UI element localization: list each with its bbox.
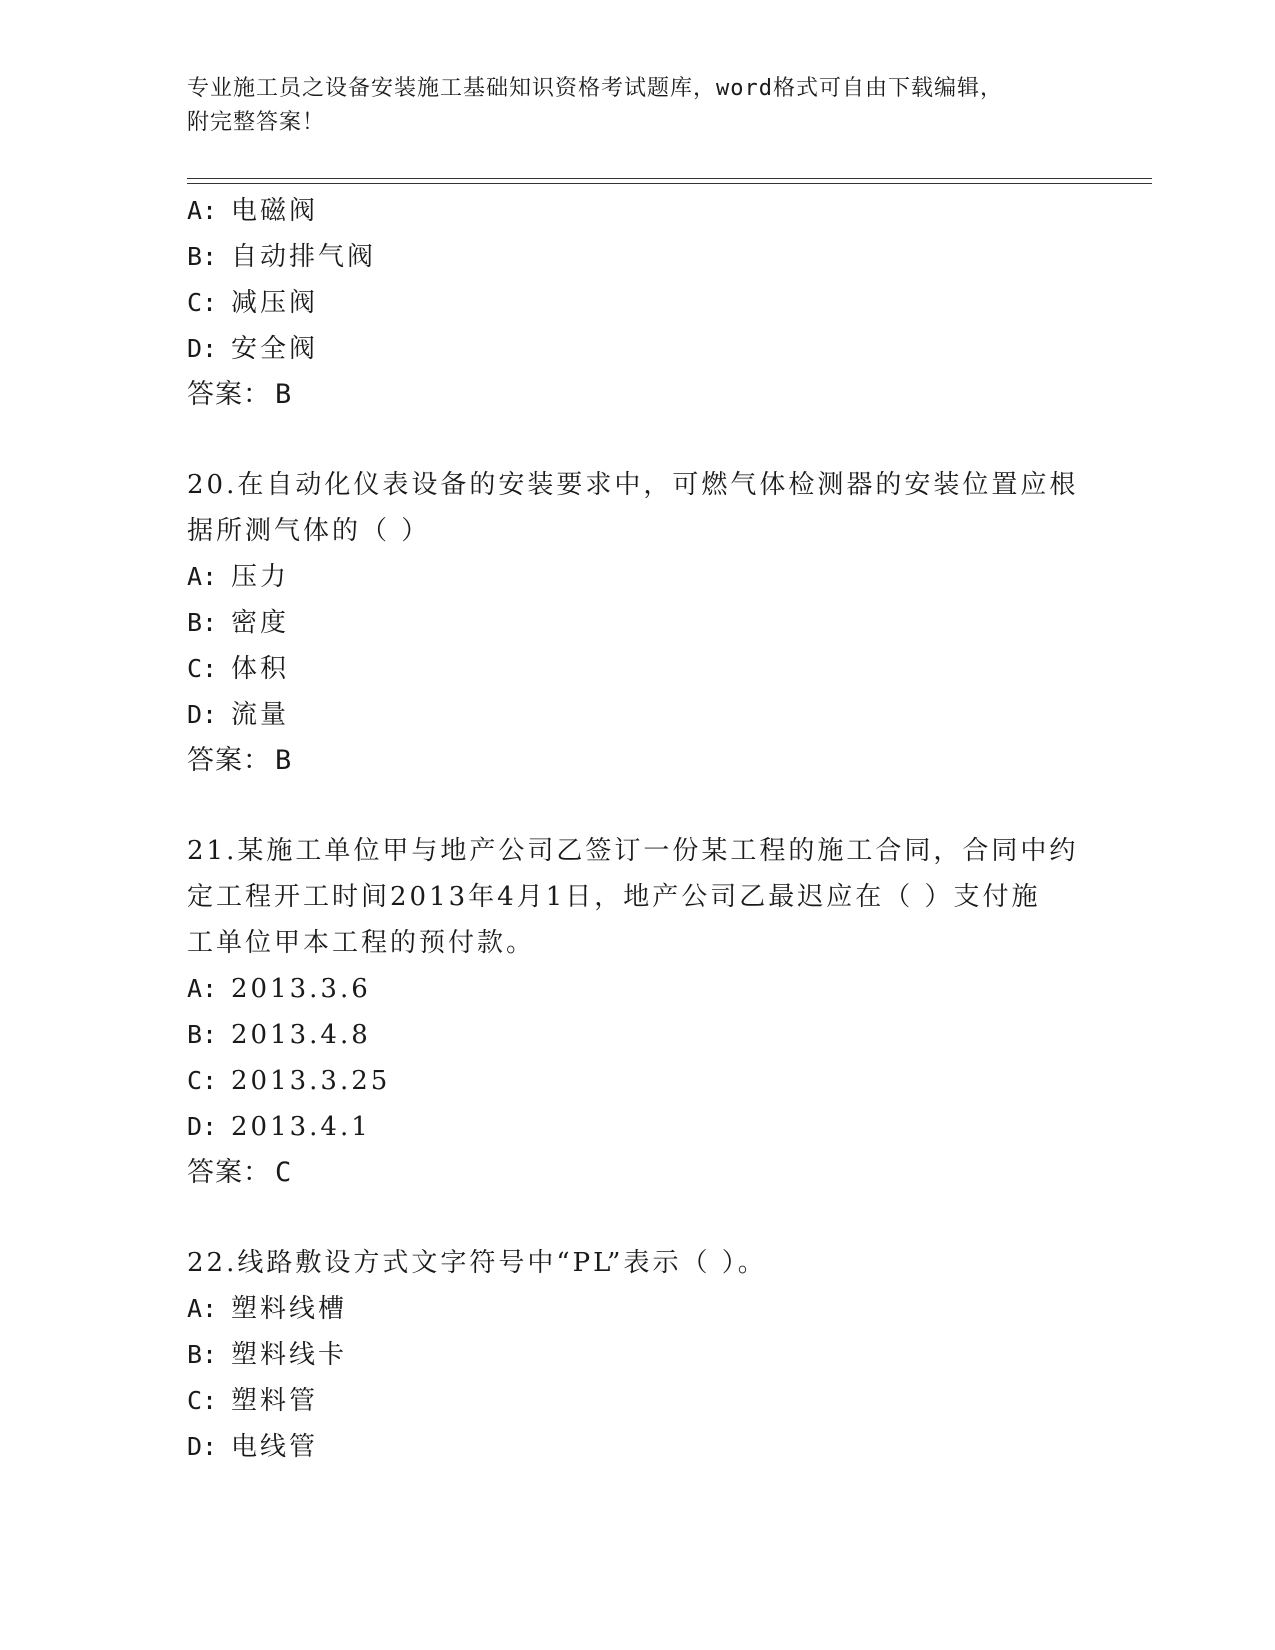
- question-stem-line: 据所测气体的（ ）: [187, 516, 431, 546]
- option-letter: D:: [187, 1112, 218, 1141]
- question-stem-line: 定工程开工时间2013年4月1日，地产公司乙最迟应在（ ）支付施: [187, 882, 1041, 912]
- option-a: [187, 966, 1087, 1012]
- question-stem-line: 21.某施工单位甲与地产公司乙签订一份某工程的施工合同，合同中约: [187, 836, 1079, 866]
- option-b: [187, 1332, 1087, 1378]
- option-letter: C:: [187, 1066, 218, 1095]
- option-a: [187, 554, 1087, 600]
- option-text: 塑料管: [231, 1386, 319, 1416]
- question-19: [187, 188, 1087, 418]
- option-letter: C:: [187, 288, 218, 317]
- answer-value: B: [275, 379, 293, 410]
- option-text: 流量: [231, 700, 290, 730]
- option-text: 2013.4.8: [231, 1020, 371, 1050]
- spacer: [187, 784, 1087, 828]
- option-text: 自动排气阀: [231, 242, 377, 272]
- question-stem-line: 工单位甲本工程的预付款。: [187, 928, 536, 958]
- option-letter: B:: [187, 1340, 218, 1369]
- header-line-1: 专业施工员之设备安装施工基础知识资格考试题库，word格式可自由下载编辑，: [187, 76, 1003, 101]
- option-text: 塑料线槽: [231, 1294, 348, 1324]
- answer-value: B: [275, 745, 293, 776]
- option-text: 塑料线卡: [231, 1340, 348, 1370]
- option-d: [187, 692, 1087, 738]
- option-b: [187, 1012, 1087, 1058]
- answer-value: C: [275, 1157, 293, 1188]
- option-c: [187, 280, 1087, 326]
- option-text: 2013.3.25: [231, 1066, 391, 1096]
- question-list: [187, 188, 1087, 1470]
- option-letter: A:: [187, 1294, 218, 1323]
- option-text: 密度: [231, 608, 290, 638]
- option-letter: B:: [187, 1020, 218, 1049]
- answer-label: 答案：: [187, 1157, 271, 1188]
- option-text: 减压阀: [231, 288, 319, 318]
- option-text: 2013.3.6: [231, 974, 371, 1004]
- question-stem-line: 22.线路敷设方式文字符号中“PL”表示（ ）。: [187, 1248, 767, 1278]
- option-d: [187, 1424, 1087, 1470]
- option-c: [187, 646, 1087, 692]
- option-a: [187, 1286, 1087, 1332]
- option-b: [187, 234, 1087, 280]
- header-divider-bottom: [187, 183, 1152, 184]
- question-20: [187, 462, 1087, 784]
- option-a: [187, 188, 1087, 234]
- option-letter: D:: [187, 700, 218, 729]
- option-c: [187, 1378, 1087, 1424]
- option-letter: D:: [187, 334, 218, 363]
- option-d: [187, 1104, 1087, 1150]
- question-21: [187, 828, 1087, 1196]
- option-text: 压力: [231, 562, 290, 592]
- option-text: 2013.4.1: [231, 1112, 371, 1142]
- option-d: [187, 326, 1087, 372]
- option-letter: B:: [187, 608, 218, 637]
- answer-label: 答案：: [187, 379, 271, 410]
- option-letter: A:: [187, 196, 218, 225]
- option-letter: C:: [187, 1386, 218, 1415]
- question-22: [187, 1240, 1087, 1470]
- option-letter: C:: [187, 654, 218, 683]
- header-divider-top: [187, 178, 1152, 179]
- answer-line: [187, 1150, 1087, 1196]
- option-c: [187, 1058, 1087, 1104]
- option-text: 电线管: [231, 1432, 319, 1462]
- option-b: [187, 600, 1087, 646]
- option-text: 电磁阀: [231, 196, 319, 226]
- spacer: [187, 1196, 1087, 1240]
- option-letter: A:: [187, 974, 218, 1003]
- answer-label: 答案：: [187, 745, 271, 776]
- spacer: [187, 418, 1087, 462]
- answer-line: [187, 372, 1087, 418]
- answer-line: [187, 738, 1087, 784]
- option-letter: A:: [187, 562, 218, 591]
- question-stem-line: 20.在自动化仪表设备的安装要求中，可燃气体检测器的安装位置应根: [187, 470, 1079, 500]
- header-line-2: 附完整答案！: [187, 110, 326, 135]
- option-text: 安全阀: [231, 334, 319, 364]
- document-header: [187, 72, 1087, 140]
- option-text: 体积: [231, 654, 290, 684]
- option-letter: D:: [187, 1432, 218, 1461]
- option-letter: B:: [187, 242, 218, 271]
